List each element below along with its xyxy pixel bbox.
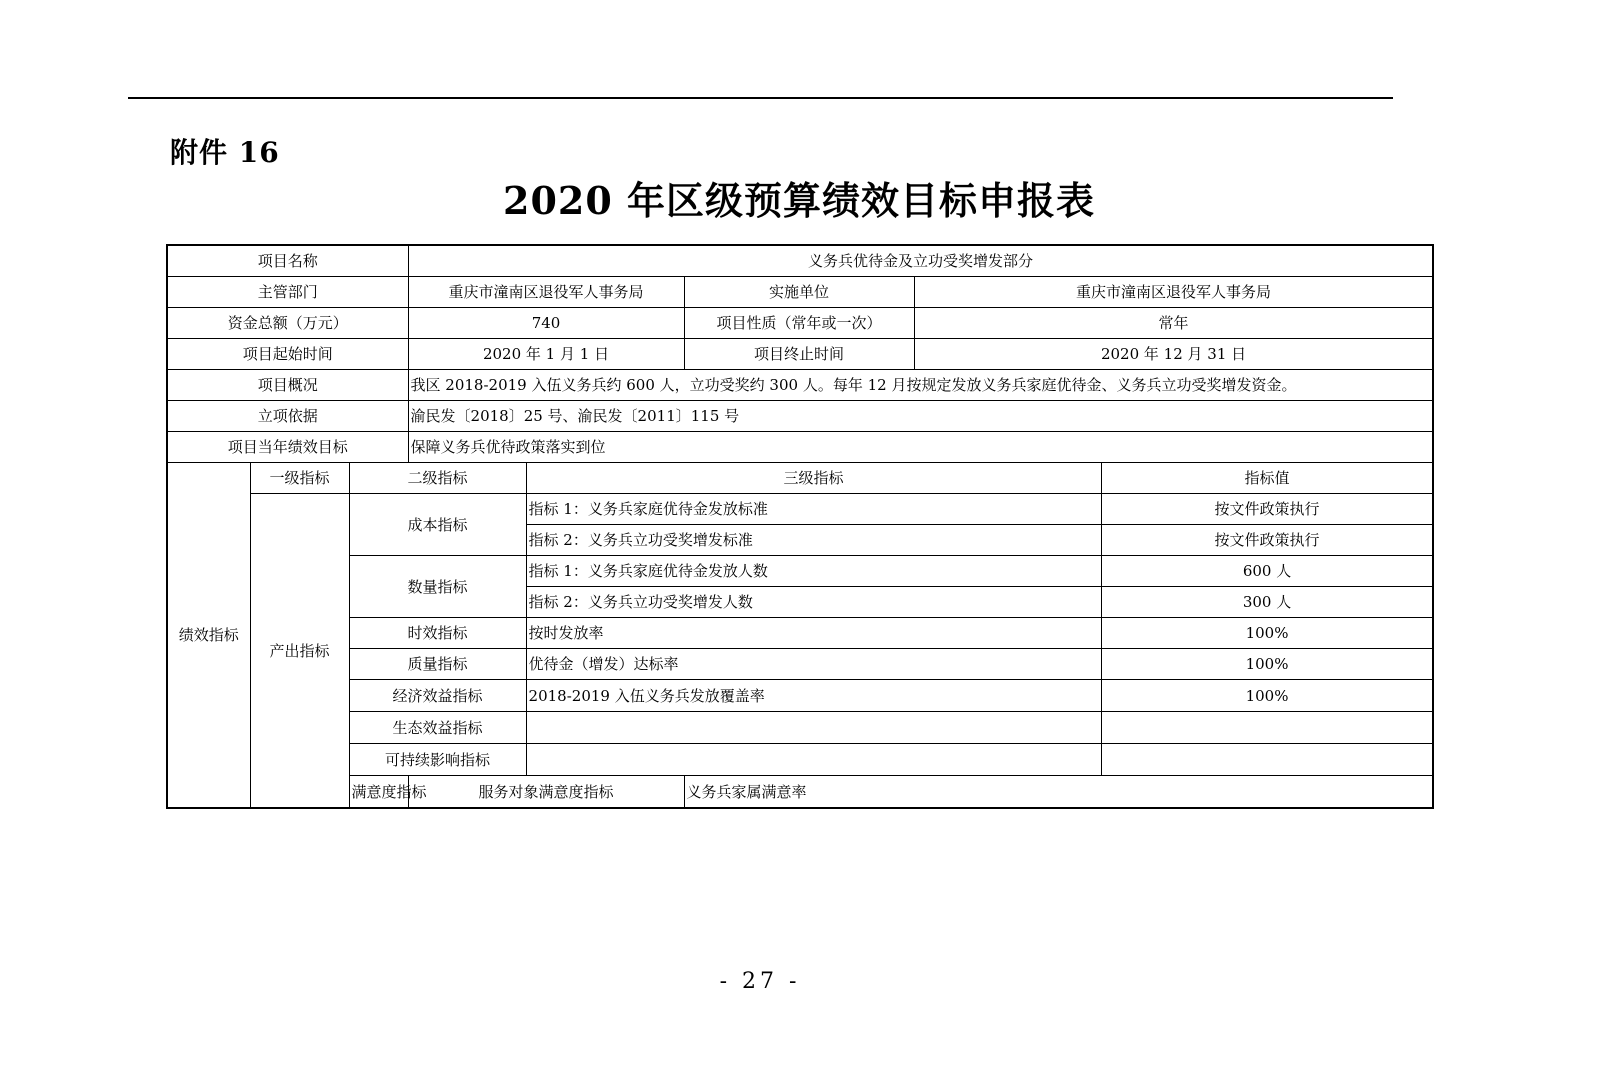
economic-indicator: 2018-2019 入伍义务兵发放覆盖率 xyxy=(526,680,1101,712)
start-label: 项目起始时间 xyxy=(167,339,408,370)
quantity-indicator-2-value: 300 人 xyxy=(1101,587,1433,618)
page-number: - 27 - xyxy=(719,969,801,994)
quantity-indicator-2: 指标 2：义务兵立功受奖增发人数 xyxy=(526,587,1101,618)
cost-indicator-1: 指标 1：义务兵家庭优待金发放标准 xyxy=(526,494,1101,525)
table-row xyxy=(167,494,1433,525)
goal-label: 项目当年绩效目标 xyxy=(167,432,408,463)
goal-value: 保障义务兵优待政策落实到位 xyxy=(408,432,1433,463)
timeliness-indicator-value: 100% xyxy=(1101,618,1433,649)
project-name-label: 项目名称 xyxy=(167,245,408,277)
end-label: 项目终止时间 xyxy=(684,339,914,370)
overview-value: 我区 2018-2019 入伍义务兵约 600 人，立功受奖约 300 人。每年 12 月按规定发放义务兵家庭优待金、义务兵立功受奖增发资金。 xyxy=(408,370,1433,401)
table-row xyxy=(167,463,1433,494)
header-level3: 三级指标 xyxy=(526,463,1101,494)
quality-indicator-value: 100% xyxy=(1101,649,1433,680)
header-level2: 二级指标 xyxy=(349,463,526,494)
fund-value: 740 xyxy=(408,308,684,339)
ecological-indicator-value xyxy=(1101,712,1433,744)
table-row xyxy=(167,556,1433,587)
table-row xyxy=(167,744,1433,776)
nature-label: 项目性质（常年或一次） xyxy=(684,308,914,339)
dept-value: 重庆市潼南区退役军人事务局 xyxy=(408,277,684,308)
timeliness-label: 时效指标 xyxy=(349,618,526,649)
overview-label: 项目概况 xyxy=(167,370,408,401)
end-value: 2020 年 12 月 31 日 xyxy=(914,339,1433,370)
project-name-value: 义务兵优待金及立功受奖增发部分 xyxy=(408,245,1433,277)
quantity-indicator-1: 指标 1：义务兵家庭优待金发放人数 xyxy=(526,556,1101,587)
header-level1: 一级指标 xyxy=(250,463,349,494)
table-row xyxy=(167,618,1433,649)
impl-label: 实施单位 xyxy=(684,277,914,308)
cost-indicator-2: 指标 2：义务兵立功受奖增发标准 xyxy=(526,525,1101,556)
fund-label: 资金总额（万元） xyxy=(167,308,408,339)
ecological-indicator xyxy=(526,712,1101,744)
perf-section-label: 绩效指标 xyxy=(167,463,250,809)
header-rule xyxy=(128,97,1393,99)
nature-value: 常年 xyxy=(914,308,1433,339)
start-value: 2020 年 1 月 1 日 xyxy=(408,339,684,370)
economic-indicator-value: 100% xyxy=(1101,680,1433,712)
sustainability-indicator xyxy=(526,744,1101,776)
table-row xyxy=(167,370,1433,401)
basis-label: 立项依据 xyxy=(167,401,408,432)
attachment-label: 附件 16 xyxy=(170,136,280,169)
table-row xyxy=(167,680,1433,712)
cost-label: 成本指标 xyxy=(349,494,526,556)
dept-label: 主管部门 xyxy=(167,277,408,308)
quantity-indicator-1-value: 600 人 xyxy=(1101,556,1433,587)
quality-indicator: 优待金（增发）达标率 xyxy=(526,649,1101,680)
table-row xyxy=(167,245,1433,277)
satisfaction-label: 满意度指标 xyxy=(349,776,408,809)
cost-indicator-1-value: 按文件政策执行 xyxy=(1101,494,1433,525)
table-row xyxy=(167,339,1433,370)
economic-label: 经济效益指标 xyxy=(349,680,526,712)
service-satisfaction-label: 服务对象满意度指标 xyxy=(408,776,684,809)
table-row xyxy=(167,776,1433,809)
impl-value: 重庆市潼南区退役军人事务局 xyxy=(914,277,1433,308)
table-row xyxy=(167,277,1433,308)
sustainability-label: 可持续影响指标 xyxy=(349,744,526,776)
output-label: 产出指标 xyxy=(250,494,349,809)
header-value: 指标值 xyxy=(1101,463,1433,494)
table-row xyxy=(167,401,1433,432)
table-row xyxy=(167,649,1433,680)
quantity-label: 数量指标 xyxy=(349,556,526,618)
timeliness-indicator: 按时发放率 xyxy=(526,618,1101,649)
quality-label: 质量指标 xyxy=(349,649,526,680)
cost-indicator-2-value: 按文件政策执行 xyxy=(1101,525,1433,556)
budget-target-table xyxy=(166,244,1434,809)
sustainability-indicator-value xyxy=(1101,744,1433,776)
ecological-label: 生态效益指标 xyxy=(349,712,526,744)
basis-value: 渝民发〔2018〕25 号、渝民发〔2011〕115 号 xyxy=(408,401,1433,432)
table-row xyxy=(167,432,1433,463)
table-row xyxy=(167,308,1433,339)
document-title: 2020 年区级预算绩效目标申报表 xyxy=(503,178,1095,223)
service-satisfaction-indicator: 义务兵家属满意率 xyxy=(684,776,1433,809)
table-row xyxy=(167,712,1433,744)
